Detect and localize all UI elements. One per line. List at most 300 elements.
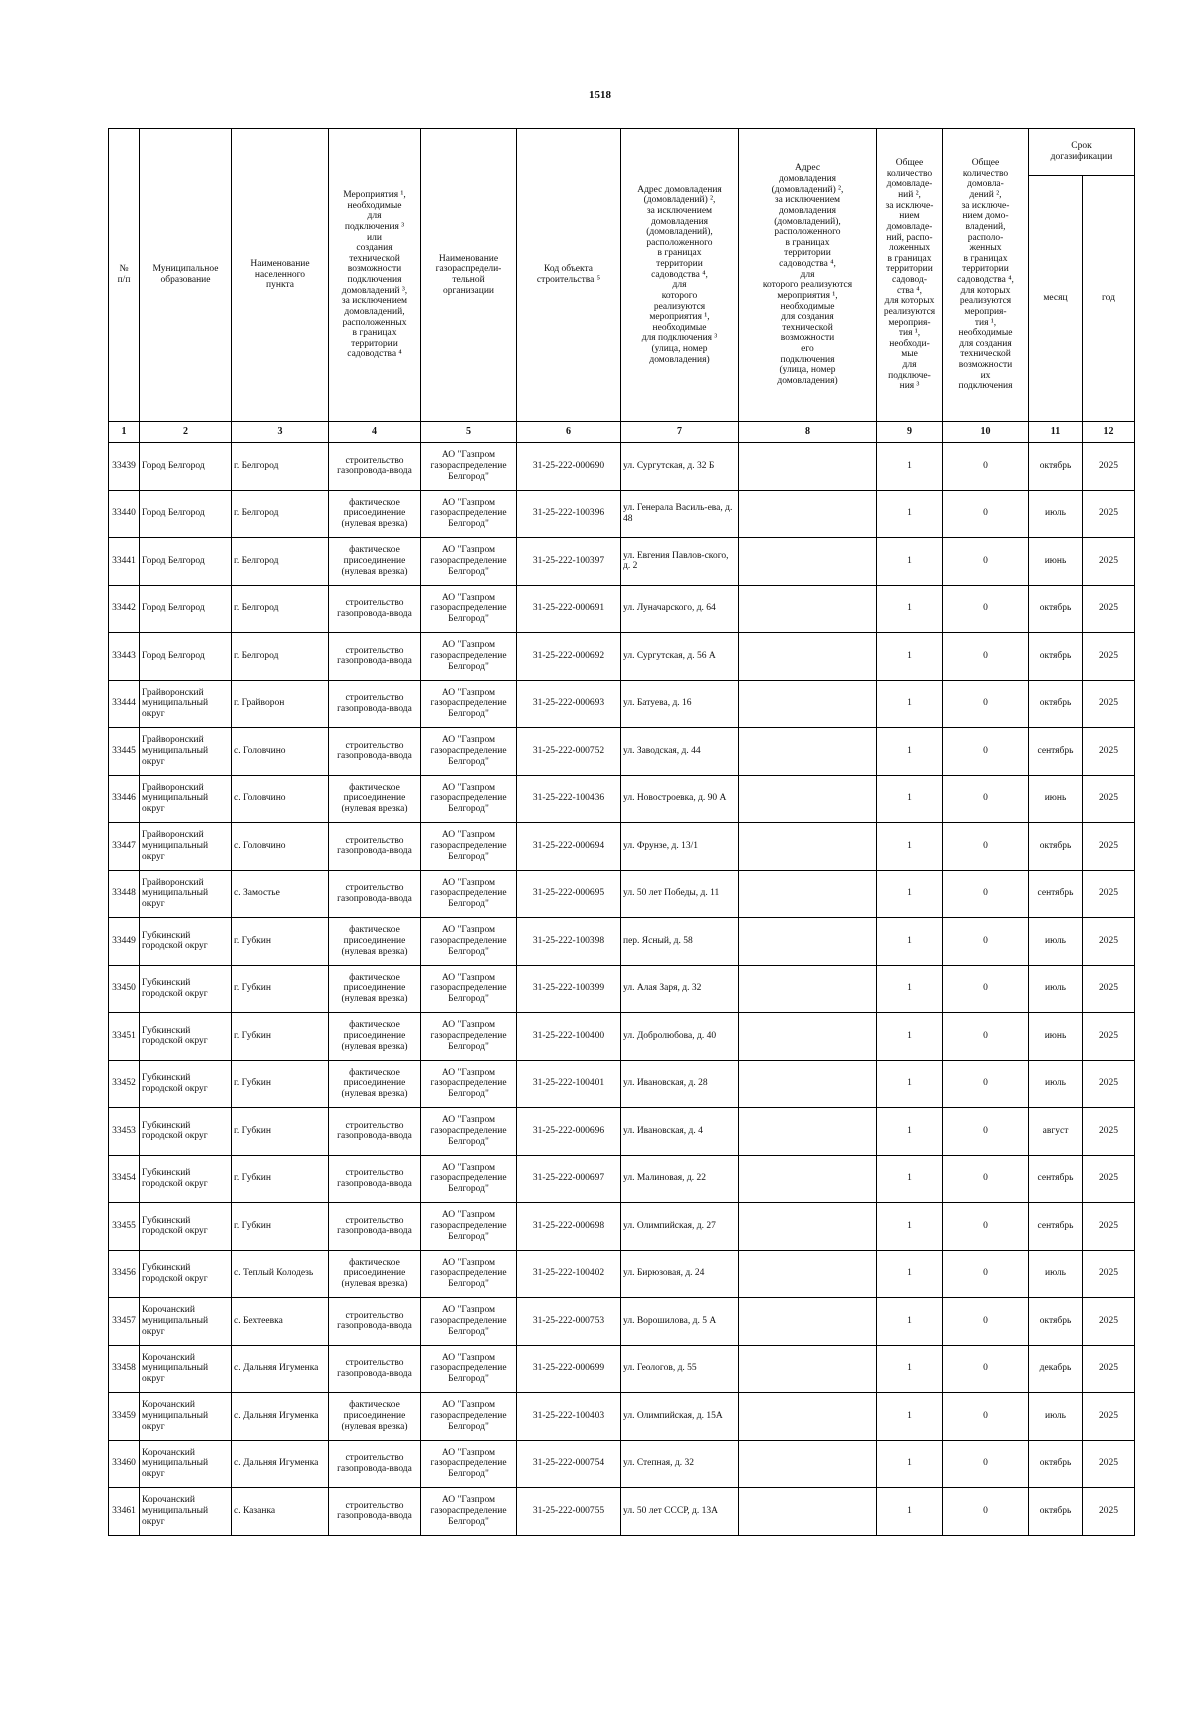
address-garden-cell [739,1250,877,1298]
address-cell: ул. Добролюбова, д. 40 [621,1013,739,1061]
measure-cell: фактическое присоединение (нулевая врезка) [329,1013,421,1061]
address-cell: ул. Бирюзовая, д. 24 [621,1250,739,1298]
month-cell: июнь [1029,538,1083,586]
count-cell: 1 [877,728,943,776]
municipality-cell: Город Белгород [140,490,232,538]
object-code-cell: 31-25-222-100396 [517,490,621,538]
header-municipality: Муниципальное образование [140,129,232,422]
year-cell: 2025 [1083,1250,1135,1298]
address-garden-cell [739,918,877,966]
gasification-table [108,128,1135,1536]
row-number: 33439 [109,443,140,491]
object-code-cell: 31-25-222-100398 [517,918,621,966]
address-garden-cell [739,965,877,1013]
municipality-cell: Грайворонский муниципальный округ [140,823,232,871]
object-code-cell: 31-25-222-100436 [517,775,621,823]
address-cell: ул. Ивановская, д. 28 [621,1060,739,1108]
address-garden-cell [739,1345,877,1393]
row-number: 33458 [109,1345,140,1393]
gas-organization-cell: АО "Газпром газораспределение Белгород" [421,823,517,871]
object-code-cell: 31-25-222-100402 [517,1250,621,1298]
count-garden-cell: 0 [943,1060,1029,1108]
object-code-cell: 31-25-222-000698 [517,1203,621,1251]
municipality-cell: Грайворонский муниципальный округ [140,775,232,823]
count-cell: 1 [877,1345,943,1393]
column-number: 6 [517,422,621,443]
table-row [109,1488,1135,1536]
settlement-cell: г. Губкин [232,918,329,966]
gas-organization-cell: АО "Газпром газораспределение Белгород" [421,1488,517,1536]
column-number: 8 [739,422,877,443]
municipality-cell: Грайворонский муниципальный округ [140,728,232,776]
object-code-cell: 31-25-222-000693 [517,680,621,728]
count-garden-cell: 0 [943,490,1029,538]
object-code-cell: 31-25-222-000690 [517,443,621,491]
count-cell: 1 [877,823,943,871]
year-cell: 2025 [1083,965,1135,1013]
address-cell: ул. Алая Заря, д. 32 [621,965,739,1013]
object-code-cell: 31-25-222-100403 [517,1393,621,1441]
gas-organization-cell: АО "Газпром газораспределение Белгород" [421,965,517,1013]
measure-cell: строительство газопровода-ввода [329,870,421,918]
object-code-cell: 31-25-222-000752 [517,728,621,776]
month-cell: декабрь [1029,1345,1083,1393]
table-row [109,1298,1135,1346]
address-cell: ул. Сургутская, д. 32 Б [621,443,739,491]
count-garden-cell: 0 [943,1250,1029,1298]
row-number: 33454 [109,1155,140,1203]
object-code-cell: 31-25-222-000691 [517,585,621,633]
municipality-cell: Город Белгород [140,538,232,586]
column-number: 4 [329,422,421,443]
address-cell: ул. Ворошилова, д. 5 А [621,1298,739,1346]
row-number: 33449 [109,918,140,966]
table-row [109,490,1135,538]
table-row [109,870,1135,918]
month-cell: июль [1029,965,1083,1013]
settlement-cell: с. Замостье [232,870,329,918]
year-cell: 2025 [1083,490,1135,538]
address-garden-cell [739,870,877,918]
year-cell: 2025 [1083,633,1135,681]
year-cell: 2025 [1083,1203,1135,1251]
table-row [109,1155,1135,1203]
settlement-cell: г. Губкин [232,1155,329,1203]
municipality-cell: Город Белгород [140,585,232,633]
count-garden-cell: 0 [943,1393,1029,1441]
column-number: 7 [621,422,739,443]
month-cell: июль [1029,918,1083,966]
settlement-cell: г. Белгород [232,490,329,538]
row-number: 33442 [109,585,140,633]
municipality-cell: Корочанский муниципальный округ [140,1298,232,1346]
municipality-cell: Город Белгород [140,633,232,681]
gas-organization-cell: АО "Газпром газораспределение Белгород" [421,775,517,823]
column-number: 12 [1083,422,1135,443]
row-number: 33460 [109,1440,140,1488]
gas-organization-cell: АО "Газпром газораспределение Белгород" [421,633,517,681]
address-garden-cell [739,490,877,538]
count-garden-cell: 0 [943,728,1029,776]
month-cell: октябрь [1029,680,1083,728]
row-number: 33453 [109,1108,140,1156]
month-cell: сентябрь [1029,1203,1083,1251]
settlement-cell: с. Казанка [232,1488,329,1536]
gas-organization-cell: АО "Газпром газораспределение Белгород" [421,443,517,491]
address-cell: пер. Ясный, д. 58 [621,918,739,966]
gas-organization-cell: АО "Газпром газораспределение Белгород" [421,918,517,966]
column-number: 9 [877,422,943,443]
municipality-cell: Губкинский городской округ [140,1108,232,1156]
table-row [109,585,1135,633]
count-garden-cell: 0 [943,585,1029,633]
page-number: 1518 [589,89,611,101]
header-address: Адрес домовладения (домовладений) ², за исключением домовладения (домовладений), расположенного в границах территории садоводства ⁴, для которого реализуются мероприятия ¹, необходимые для подключения ³ (улица, номер домовладения) [621,129,739,422]
gas-organization-cell: АО "Газпром газораспределение Белгород" [421,1060,517,1108]
row-number: 33456 [109,1250,140,1298]
municipality-cell: Корочанский муниципальный округ [140,1393,232,1441]
count-cell: 1 [877,1393,943,1441]
count-cell: 1 [877,1060,943,1108]
address-cell: ул. Луначарского, д. 64 [621,585,739,633]
address-cell: ул. 50 лет СССР, д. 13А [621,1488,739,1536]
municipality-cell: Губкинский городской округ [140,918,232,966]
object-code-cell: 31-25-222-000696 [517,1108,621,1156]
month-cell: июль [1029,1060,1083,1108]
settlement-cell: с. Бехтеевка [232,1298,329,1346]
table-row [109,918,1135,966]
month-cell: июль [1029,490,1083,538]
address-garden-cell [739,1203,877,1251]
gas-organization-cell: АО "Газпром газораспределение Белгород" [421,1250,517,1298]
month-cell: сентябрь [1029,870,1083,918]
measure-cell: фактическое присоединение (нулевая врезка) [329,1250,421,1298]
address-garden-cell [739,1108,877,1156]
row-number: 33451 [109,1013,140,1061]
count-cell: 1 [877,1108,943,1156]
measure-cell: фактическое присоединение (нулевая врезка) [329,965,421,1013]
address-garden-cell [739,1488,877,1536]
settlement-cell: с. Теплый Колодезь [232,1250,329,1298]
municipality-cell: Губкинский городской округ [140,1203,232,1251]
measure-cell: строительство газопровода-ввода [329,1203,421,1251]
count-cell: 1 [877,1203,943,1251]
count-cell: 1 [877,538,943,586]
year-cell: 2025 [1083,538,1135,586]
object-code-cell: 31-25-222-000753 [517,1298,621,1346]
address-garden-cell [739,775,877,823]
table-row [109,1345,1135,1393]
address-garden-cell [739,538,877,586]
header-measures: Мероприятия ¹, необходимые для подключения ³ или создания технической возможности подключения домовладений ³, за исключением домовладений, расположенных в границах территории садоводства ⁴ [329,129,421,422]
table-row [109,633,1135,681]
year-cell: 2025 [1083,1440,1135,1488]
object-code-cell: 31-25-222-000692 [517,633,621,681]
header-num: № п/п [109,129,140,422]
gas-organization-cell: АО "Газпром газораспределение Белгород" [421,1298,517,1346]
count-cell: 1 [877,1298,943,1346]
object-code-cell: 31-25-222-100399 [517,965,621,1013]
settlement-cell: с. Головчино [232,775,329,823]
gas-organization-cell: АО "Газпром газораспределение Белгород" [421,870,517,918]
address-garden-cell [739,680,877,728]
table-body [109,443,1135,1536]
year-cell: 2025 [1083,443,1135,491]
row-number: 33455 [109,1203,140,1251]
header-year: год [1083,176,1135,422]
count-garden-cell: 0 [943,1203,1029,1251]
month-cell: сентябрь [1029,1155,1083,1203]
address-garden-cell [739,585,877,633]
row-number: 33445 [109,728,140,776]
gas-organization-cell: АО "Газпром газораспределение Белгород" [421,728,517,776]
month-cell: июнь [1029,775,1083,823]
table-row [109,1440,1135,1488]
settlement-cell: г. Губкин [232,1203,329,1251]
column-numbers-row [109,422,1135,443]
year-cell: 2025 [1083,1488,1135,1536]
year-cell: 2025 [1083,918,1135,966]
count-garden-cell: 0 [943,538,1029,586]
measure-cell: строительство газопровода-ввода [329,1298,421,1346]
month-cell: июль [1029,1393,1083,1441]
measure-cell: фактическое присоединение (нулевая врезка) [329,775,421,823]
gas-organization-cell: АО "Газпром газораспределение Белгород" [421,1393,517,1441]
year-cell: 2025 [1083,728,1135,776]
header-total-count-garden: Общее количество домовла- дений ², за исключе- нием домо- владений, располо- женных в границах территории садоводства ⁴, для которых реализуются мероприя- тия ¹, необходимые для создания технической возможности их подключения [943,129,1029,422]
table-header [109,129,1135,443]
measure-cell: строительство газопровода-ввода [329,1345,421,1393]
month-cell: октябрь [1029,443,1083,491]
measure-cell: строительство газопровода-ввода [329,1440,421,1488]
year-cell: 2025 [1083,1298,1135,1346]
count-cell: 1 [877,1440,943,1488]
count-garden-cell: 0 [943,1013,1029,1061]
year-cell: 2025 [1083,1345,1135,1393]
address-garden-cell [739,633,877,681]
municipality-cell: Грайворонский муниципальный округ [140,870,232,918]
address-cell: ул. Малиновая, д. 22 [621,1155,739,1203]
count-garden-cell: 0 [943,443,1029,491]
column-number: 2 [140,422,232,443]
settlement-cell: с. Дальняя Игуменка [232,1393,329,1441]
year-cell: 2025 [1083,1108,1135,1156]
table-row [109,965,1135,1013]
settlement-cell: г. Губкин [232,1060,329,1108]
count-cell: 1 [877,775,943,823]
object-code-cell: 31-25-222-000754 [517,1440,621,1488]
row-number: 33459 [109,1393,140,1441]
measure-cell: строительство газопровода-ввода [329,680,421,728]
table-row [109,1250,1135,1298]
count-cell: 1 [877,633,943,681]
address-garden-cell [739,443,877,491]
year-cell: 2025 [1083,775,1135,823]
table-row [109,538,1135,586]
measure-cell: фактическое присоединение (нулевая врезка) [329,490,421,538]
gas-organization-cell: АО "Газпром газораспределение Белгород" [421,1108,517,1156]
municipality-cell: Губкинский городской округ [140,1013,232,1061]
address-cell: ул. Олимпийская, д. 27 [621,1203,739,1251]
measure-cell: строительство газопровода-ввода [329,585,421,633]
table-row [109,1013,1135,1061]
settlement-cell: г. Белгород [232,443,329,491]
row-number: 33447 [109,823,140,871]
address-garden-cell [739,1298,877,1346]
address-cell: ул. Сургутская, д. 56 А [621,633,739,681]
column-number: 11 [1029,422,1083,443]
count-garden-cell: 0 [943,918,1029,966]
address-garden-cell [739,1440,877,1488]
count-cell: 1 [877,1250,943,1298]
gas-organization-cell: АО "Газпром газораспределение Белгород" [421,1345,517,1393]
month-cell: октябрь [1029,1298,1083,1346]
object-code-cell: 31-25-222-000699 [517,1345,621,1393]
address-garden-cell [739,823,877,871]
count-cell: 1 [877,1488,943,1536]
count-garden-cell: 0 [943,1440,1029,1488]
row-number: 33443 [109,633,140,681]
settlement-cell: с. Дальняя Игуменка [232,1440,329,1488]
month-cell: сентябрь [1029,728,1083,776]
measure-cell: строительство газопровода-ввода [329,728,421,776]
table-row [109,1108,1135,1156]
count-garden-cell: 0 [943,965,1029,1013]
settlement-cell: с. Головчино [232,728,329,776]
gas-organization-cell: АО "Газпром газораспределение Белгород" [421,538,517,586]
gas-organization-cell: АО "Газпром газораспределение Белгород" [421,585,517,633]
municipality-cell: Губкинский городской округ [140,1060,232,1108]
measure-cell: фактическое присоединение (нулевая врезка) [329,1393,421,1441]
header-address-garden: Адрес домовладения (домовладений) ², за исключением домовладения (домовладений), расположенного в границах территории садоводства ⁴, для которого реализуются мероприятия ¹, необходимые для создания технической возможности его подключения (улица, номер домовладения) [739,129,877,422]
row-number: 33446 [109,775,140,823]
object-code-cell: 31-25-222-100401 [517,1060,621,1108]
count-cell: 1 [877,443,943,491]
count-cell: 1 [877,965,943,1013]
year-cell: 2025 [1083,585,1135,633]
address-cell: ул. Генерала Василь-ева, д. 48 [621,490,739,538]
count-cell: 1 [877,1013,943,1061]
municipality-cell: Губкинский городской округ [140,1155,232,1203]
count-garden-cell: 0 [943,1298,1029,1346]
row-number: 33440 [109,490,140,538]
table-row [109,680,1135,728]
address-cell: ул. Заводская, д. 44 [621,728,739,776]
count-garden-cell: 0 [943,1108,1029,1156]
table-row [109,1203,1135,1251]
table-row [109,1393,1135,1441]
count-garden-cell: 0 [943,1488,1029,1536]
settlement-cell: с. Дальняя Игуменка [232,1345,329,1393]
year-cell: 2025 [1083,823,1135,871]
address-garden-cell [739,1013,877,1061]
count-cell: 1 [877,870,943,918]
month-cell: октябрь [1029,1488,1083,1536]
settlement-cell: г. Белгород [232,538,329,586]
header-total-count: Общее количество домовладе- ний ², за исключе- нием домовладе- ний, распо- ложенных в границах территории садовод- ства ⁴, для которых реализуются мероприя- тия ¹, необходи- мые для подключе- ния ³ [877,129,943,422]
count-cell: 1 [877,490,943,538]
municipality-cell: Корочанский муниципальный округ [140,1488,232,1536]
year-cell: 2025 [1083,680,1135,728]
month-cell: октябрь [1029,633,1083,681]
object-code-cell: 31-25-222-000695 [517,870,621,918]
address-cell: ул. Фрунзе, д. 13/1 [621,823,739,871]
measure-cell: строительство газопровода-ввода [329,1108,421,1156]
count-cell: 1 [877,585,943,633]
settlement-cell: г. Белгород [232,633,329,681]
year-cell: 2025 [1083,1013,1135,1061]
table-row [109,443,1135,491]
count-garden-cell: 0 [943,680,1029,728]
address-garden-cell [739,1155,877,1203]
settlement-cell: г. Губкин [232,1108,329,1156]
settlement-cell: г. Губкин [232,1013,329,1061]
gas-organization-cell: АО "Газпром газораспределение Белгород" [421,1013,517,1061]
column-number: 10 [943,422,1029,443]
header-settlement: Наименование населенного пункта [232,129,329,422]
municipality-cell: Грайворонский муниципальный округ [140,680,232,728]
row-number: 33461 [109,1488,140,1536]
municipality-cell: Город Белгород [140,443,232,491]
month-cell: июнь [1029,1013,1083,1061]
gas-organization-cell: АО "Газпром газораспределение Белгород" [421,680,517,728]
address-cell: ул. 50 лет Победы, д. 11 [621,870,739,918]
row-number: 33444 [109,680,140,728]
month-cell: октябрь [1029,823,1083,871]
object-code-cell: 31-25-222-000755 [517,1488,621,1536]
settlement-cell: г. Губкин [232,965,329,1013]
year-cell: 2025 [1083,1155,1135,1203]
settlement-cell: г. Белгород [232,585,329,633]
count-cell: 1 [877,680,943,728]
gas-organization-cell: АО "Газпром газораспределение Белгород" [421,490,517,538]
address-garden-cell [739,728,877,776]
municipality-cell: Губкинский городской округ [140,1250,232,1298]
municipality-cell: Корочанский муниципальный округ [140,1345,232,1393]
gas-organization-cell: АО "Газпром газораспределение Белгород" [421,1440,517,1488]
header-month: месяц [1029,176,1083,422]
count-garden-cell: 0 [943,775,1029,823]
table-row [109,1060,1135,1108]
month-cell: октябрь [1029,585,1083,633]
measure-cell: фактическое присоединение (нулевая врезка) [329,1060,421,1108]
measure-cell: строительство газопровода-ввода [329,823,421,871]
row-number: 33452 [109,1060,140,1108]
object-code-cell: 31-25-222-100400 [517,1013,621,1061]
column-number: 5 [421,422,517,443]
row-number: 33457 [109,1298,140,1346]
row-number: 33441 [109,538,140,586]
column-number: 3 [232,422,329,443]
row-number: 33450 [109,965,140,1013]
count-garden-cell: 0 [943,823,1029,871]
address-cell: ул. Евгения Павлов-ского, д. 2 [621,538,739,586]
month-cell: август [1029,1108,1083,1156]
municipality-cell: Губкинский городской округ [140,965,232,1013]
address-cell: ул. Степная, д. 32 [621,1440,739,1488]
address-garden-cell [739,1060,877,1108]
table-row [109,775,1135,823]
year-cell: 2025 [1083,870,1135,918]
measure-cell: строительство газопровода-ввода [329,1155,421,1203]
measure-cell: строительство газопровода-ввода [329,1488,421,1536]
count-garden-cell: 0 [943,870,1029,918]
gas-organization-cell: АО "Газпром газораспределение Белгород" [421,1155,517,1203]
measure-cell: фактическое присоединение (нулевая врезка) [329,538,421,586]
measure-cell: фактическое присоединение (нулевая врезка) [329,918,421,966]
header-deadline: Срок догазификации [1029,129,1135,176]
count-garden-cell: 0 [943,633,1029,681]
